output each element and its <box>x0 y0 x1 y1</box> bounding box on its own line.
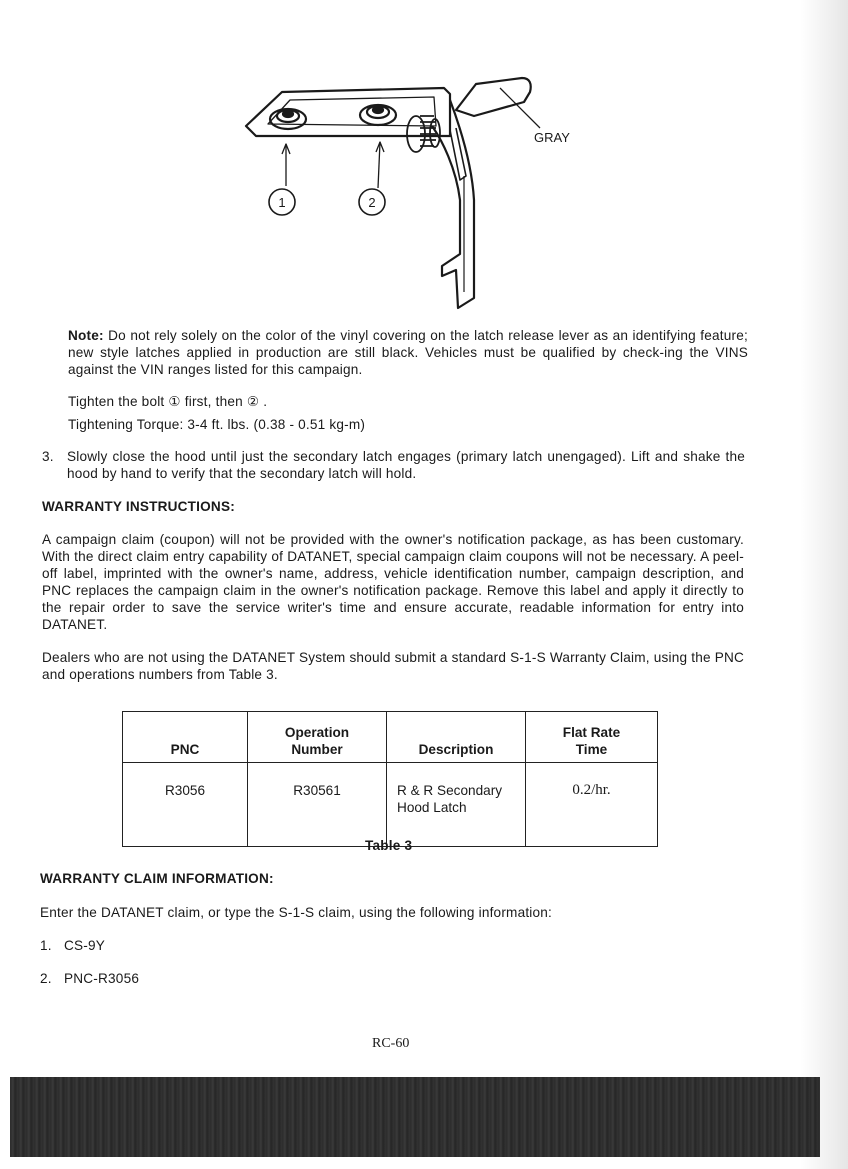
latch-release-handle <box>456 78 531 116</box>
header-operation-number <box>248 712 387 763</box>
claim-item-2-text: PNC-R3056 <box>64 971 140 986</box>
cell-description <box>387 763 526 847</box>
tighten-instruction: Tighten the bolt ① first, then ② . <box>68 394 268 409</box>
tightening-torque: Tightening Torque: 3-4 ft. lbs. (0.38 - 0.51 kg-m) <box>68 417 366 432</box>
header-flat-rate-time <box>526 712 658 763</box>
bolt-1-illustration <box>270 109 306 129</box>
warranty-instructions-paragraph-2: Dealers who are not using the DATANET System should submit a standard S-1-S Warranty Claim, using the PNC and operations numbers from Table 3. <box>42 650 744 682</box>
note-paragraph <box>68 327 748 378</box>
secondary-latch-figure <box>238 70 598 320</box>
header-rate-line1: Flat Rate <box>562 725 621 740</box>
gray-label: GRAY <box>534 130 570 145</box>
claim-info-intro: Enter the DATANET claim, or type the S-1-S claim, using the following information: <box>40 905 553 920</box>
cell-pnc: R3056 <box>123 763 248 847</box>
cell-flat-rate: 0.2/hr. <box>526 763 658 847</box>
header-description <box>387 712 526 763</box>
claim-item-2-number: 2. <box>40 971 52 986</box>
header-operation-line1: Operation <box>284 725 350 740</box>
latch-spring <box>407 116 440 152</box>
labor-operation-table <box>122 711 658 847</box>
table-header-row <box>123 712 658 763</box>
table-caption: Table 3 <box>365 838 413 853</box>
warranty-instructions-heading: WARRANTY INSTRUCTIONS: <box>42 499 235 514</box>
table-row <box>123 763 658 847</box>
cell-operation: R30561 <box>248 763 387 847</box>
header-pnc-label: PNC <box>170 742 200 757</box>
header-description-label: Description <box>418 742 494 757</box>
header-operation-line2: Number <box>291 742 343 757</box>
note-label: Note: <box>68 328 104 343</box>
claim-item-1-text: CS-9Y <box>64 938 106 953</box>
step-3-number: 3. <box>42 449 54 464</box>
step-3-text: Slowly close the hood until just the secondary latch engages (primary latch unengaged). Lift and shake the hood by hand to verify that the secondary latch will hold. <box>67 449 745 481</box>
header-pnc <box>123 712 248 763</box>
claim-item-1-number: 1. <box>40 938 52 953</box>
cell-description-line1: R & R Secondary <box>397 783 503 798</box>
scan-edge-shadow <box>800 0 848 1169</box>
bolt-2-illustration <box>360 105 396 125</box>
page-number: RC-60 <box>372 1036 410 1051</box>
callout-1-label: 1 <box>278 195 286 210</box>
header-rate-line2: Time <box>575 742 608 757</box>
scan-dark-band <box>10 1077 820 1157</box>
cell-description-line2: Hood Latch <box>397 800 467 815</box>
latch-lever <box>432 100 474 308</box>
warranty-instructions-paragraph-1: A campaign claim (coupon) will not be provided with the owner's notification package, as has been customary. With the direct claim entry capability of DATANET, special campaign claim coupons will not be necessary. A peel-off label, imprinted with the owner's name, address, vehicle identification number, campaign description, and PNC replaces the campaign claim in the owner's notification package. Remove this label and apply it directly to the repair order to save the service writer's time and ensure accurate, readable information for entry into DATANET. <box>42 532 744 632</box>
claim-info-heading: WARRANTY CLAIM INFORMATION: <box>40 871 274 886</box>
callout-2-label: 2 <box>368 195 376 210</box>
note-text: Do not rely solely on the color of the vinyl covering on the latch release lever as an identifying feature; new style latches applied in production are still black. Vehicles must be qualified by check-ing the VINS against the VIN ranges listed for this campaign. <box>68 328 749 377</box>
